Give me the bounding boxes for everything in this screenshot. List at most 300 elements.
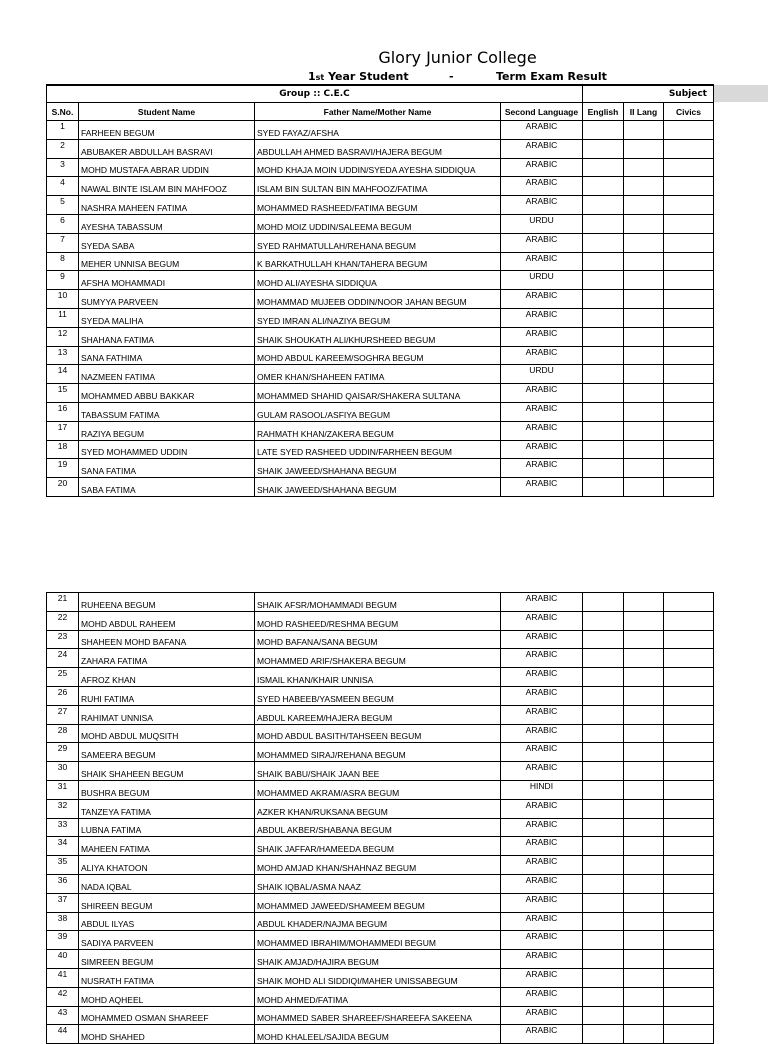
row-student-name: LUBNA FATIMA [79,818,255,837]
row-ii-lang-mark [624,440,664,459]
row-civics-mark [664,818,714,837]
table-row [47,931,714,950]
row-second-language: ARABIC [501,158,583,177]
row-ii-lang-mark [624,987,664,1006]
row-student-name: AFSHA MOHAMMADI [79,271,255,290]
row-father-name: SYED RAHMATULLAH/REHANA BEGUM [255,233,501,252]
row-english-mark [583,384,624,403]
row-father-name: MOHAMMED SIRAJ/REHANA BEGUM [255,743,501,762]
row-sno: 23 [47,630,79,649]
row-second-language: ARABIC [501,987,583,1006]
row-student-name: NAZMEEN FATIMA [79,365,255,384]
row-sno: 8 [47,252,79,271]
row-sno: 25 [47,668,79,687]
table-row [47,1006,714,1025]
table-row [47,686,714,705]
row-student-name: MAHEEN FATIMA [79,837,255,856]
year-ordinal-suffix: st [315,73,325,82]
row-student-name: BUSHRA BEGUM [79,780,255,799]
row-english-mark [583,158,624,177]
row-ii-lang-mark [624,893,664,912]
row-civics-mark [664,705,714,724]
row-english-mark [583,874,624,893]
row-sno: 44 [47,1025,79,1044]
row-sno: 17 [47,421,79,440]
row-sno: 42 [47,987,79,1006]
row-student-name: ABUBAKER ABDULLAH BASRAVI [79,139,255,158]
row-sno: 18 [47,440,79,459]
row-sno: 14 [47,365,79,384]
row-english-mark [583,1006,624,1025]
row-civics-mark [664,158,714,177]
row-father-name: ISLAM BIN SULTAN BIN MAHFOOZ/FATIMA [255,177,501,196]
row-sno: 16 [47,402,79,421]
table-row [47,478,714,497]
row-father-name: MOHAMMED SABER SHAREEF/SHAREEFA SAKEENA [255,1006,501,1025]
row-english-mark [583,893,624,912]
row-civics-mark [664,459,714,478]
year-label [308,70,409,83]
row-second-language: ARABIC [501,346,583,365]
row-sno: 43 [47,1006,79,1025]
row-second-language: ARABIC [501,705,583,724]
row-student-name: SAMEERA BEGUM [79,743,255,762]
college-title: Glory Junior College [378,48,537,67]
row-student-name: MOHD MUSTAFA ABRAR UDDIN [79,158,255,177]
row-sno: 40 [47,950,79,969]
row-student-name: AYESHA TABASSUM [79,214,255,233]
table-row [47,762,714,781]
row-sno: 7 [47,233,79,252]
table-row [47,440,714,459]
column-header-row [47,103,714,121]
row-student-name: SHAHEEN MOHD BAFANA [79,630,255,649]
row-ii-lang-mark [624,874,664,893]
row-father-name: MOHD MOIZ UDDIN/SALEEMA BEGUM [255,214,501,233]
row-second-language: ARABIC [501,196,583,215]
row-civics-mark [664,308,714,327]
row-english-mark [583,252,624,271]
table-row [47,950,714,969]
row-civics-mark [664,780,714,799]
row-civics-mark [664,912,714,931]
row-father-name: SHAIK JAFFAR/HAMEEDA BEGUM [255,837,501,856]
table-row [47,346,714,365]
table-row [47,856,714,875]
table-row [47,968,714,987]
col-father-name: Father Name/Mother Name [255,103,501,121]
table-row [47,987,714,1006]
table-row [47,365,714,384]
row-student-name: MOHAMMED ABBU BAKKAR [79,384,255,403]
table-row [47,308,714,327]
row-english-mark [583,402,624,421]
row-sno: 27 [47,705,79,724]
row-sno: 41 [47,968,79,987]
row-sno: 21 [47,593,79,612]
row-student-name: SADIYA PARVEEN [79,931,255,950]
row-second-language: HINDI [501,780,583,799]
row-civics-mark [664,1025,714,1044]
row-second-language: ARABIC [501,893,583,912]
group-label: Group :: C.E.C [47,85,583,103]
row-second-language: ARABIC [501,686,583,705]
row-father-name: MOHD ABDUL KAREEM/SOGHRA BEGUM [255,346,501,365]
row-sno: 34 [47,837,79,856]
table-row [47,121,714,140]
row-english-mark [583,743,624,762]
table-row [47,459,714,478]
row-father-name: RAHMATH KHAN/ZAKERA BEGUM [255,421,501,440]
row-father-name: MOHD AMJAD KHAN/SHAHNAZ BEGUM [255,856,501,875]
row-sno: 10 [47,290,79,309]
table-row [47,593,714,612]
row-father-name: ABDUL AKBER/SHABANA BEGUM [255,818,501,837]
row-student-name: MOHD ABDUL RAHEEM [79,611,255,630]
row-civics-mark [664,630,714,649]
table-row [47,874,714,893]
row-second-language: ARABIC [501,1006,583,1025]
col-second-language: Second Language [501,103,583,121]
row-second-language: ARABIC [501,1025,583,1044]
row-english-mark [583,593,624,612]
row-ii-lang-mark [624,1025,664,1044]
row-civics-mark [664,233,714,252]
row-ii-lang-mark [624,384,664,403]
row-civics-mark [664,177,714,196]
row-ii-lang-mark [624,121,664,140]
row-civics-mark [664,968,714,987]
table-row [47,705,714,724]
row-english-mark [583,121,624,140]
row-father-name: ABDULLAH AHMED BASRAVI/HAJERA BEGUM [255,139,501,158]
row-civics-mark [664,987,714,1006]
row-sno: 9 [47,271,79,290]
row-civics-mark [664,384,714,403]
col-english: English [583,103,624,121]
row-father-name: MOHD AHMED/FATIMA [255,987,501,1006]
row-ii-lang-mark [624,139,664,158]
row-student-name: NUSRATH FATIMA [79,968,255,987]
row-second-language: ARABIC [501,649,583,668]
table-row [47,611,714,630]
row-father-name: MOHAMMED SHAHID QAISAR/SHAKERA SULTANA [255,384,501,403]
row-student-name: ABDUL ILYAS [79,912,255,931]
row-english-mark [583,365,624,384]
row-english-mark [583,290,624,309]
row-sno: 30 [47,762,79,781]
row-ii-lang-mark [624,308,664,327]
row-english-mark [583,724,624,743]
row-student-name: MOHD SHAHED [79,1025,255,1044]
row-second-language: URDU [501,214,583,233]
row-father-name: SHAIK IQBAL/ASMA NAAZ [255,874,501,893]
row-ii-lang-mark [624,196,664,215]
row-student-name: NAWAL BINTE ISLAM BIN MAHFOOZ [79,177,255,196]
row-civics-mark [664,724,714,743]
table-row [47,402,714,421]
row-ii-lang-mark [624,1006,664,1025]
row-civics-mark [664,874,714,893]
row-english-mark [583,931,624,950]
row-english-mark [583,799,624,818]
row-student-name: RAZIYA BEGUM [79,421,255,440]
row-father-name: MOHD ALI/AYESHA SIDDIQUA [255,271,501,290]
row-second-language: ARABIC [501,874,583,893]
row-ii-lang-mark [624,968,664,987]
row-student-name: MOHAMMED OSMAN SHAREEF [79,1006,255,1025]
row-sno: 12 [47,327,79,346]
row-second-language: ARABIC [501,762,583,781]
row-father-name: MOHAMMAD MUJEEB ODDIN/NOOR JAHAN BEGUM [255,290,501,309]
row-civics-mark [664,762,714,781]
row-sno: 37 [47,893,79,912]
row-ii-lang-mark [624,327,664,346]
row-english-mark [583,440,624,459]
row-second-language: URDU [501,271,583,290]
row-ii-lang-mark [624,630,664,649]
row-student-name: SIMREEN BEGUM [79,950,255,969]
table-row [47,196,714,215]
row-ii-lang-mark [624,271,664,290]
row-english-mark [583,705,624,724]
row-civics-mark [664,421,714,440]
row-sno: 28 [47,724,79,743]
table-row [47,384,714,403]
row-father-name: ABDUL KHADER/NAJMA BEGUM [255,912,501,931]
table-row [47,233,714,252]
table-row [47,214,714,233]
row-second-language: ARABIC [501,308,583,327]
row-english-mark [583,630,624,649]
row-civics-mark [664,686,714,705]
table-row [47,421,714,440]
row-second-language: ARABIC [501,912,583,931]
row-second-language: ARABIC [501,630,583,649]
row-english-mark [583,271,624,290]
row-ii-lang-mark [624,780,664,799]
row-student-name: MOHD AQHEEL [79,987,255,1006]
row-father-name: SHAIK MOHD ALI SIDDIQI/MAHER UNISSABEGUM [255,968,501,987]
row-second-language: ARABIC [501,931,583,950]
group-header [46,84,714,103]
row-civics-mark [664,1006,714,1025]
row-ii-lang-mark [624,611,664,630]
row-english-mark [583,478,624,497]
row-civics-mark [664,799,714,818]
row-sno: 31 [47,780,79,799]
row-student-name: SYEDA MALIHA [79,308,255,327]
row-father-name: OMER KHAN/SHAHEEN FATIMA [255,365,501,384]
row-second-language: ARABIC [501,478,583,497]
table-row [47,271,714,290]
row-english-mark [583,837,624,856]
row-father-name: MOHD BAFANA/SANA BEGUM [255,630,501,649]
row-english-mark [583,327,624,346]
row-second-language: ARABIC [501,818,583,837]
row-english-mark [583,346,624,365]
row-sno: 39 [47,931,79,950]
table-row [47,724,714,743]
row-civics-mark [664,743,714,762]
row-second-language: ARABIC [501,593,583,612]
table-row [47,630,714,649]
row-ii-lang-mark [624,402,664,421]
row-ii-lang-mark [624,799,664,818]
row-student-name: MEHER UNNISA BEGUM [79,252,255,271]
row-ii-lang-mark [624,724,664,743]
row-sno: 22 [47,611,79,630]
row-civics-mark [664,931,714,950]
row-english-mark [583,856,624,875]
row-english-mark [583,611,624,630]
col-student-name: Student Name [79,103,255,121]
row-english-mark [583,649,624,668]
row-english-mark [583,950,624,969]
row-student-name: TANZEYA FATIMA [79,799,255,818]
row-father-name: SHAIK JAWEED/SHAHANA BEGUM [255,459,501,478]
row-student-name: SHAHANA FATIMA [79,327,255,346]
row-sno: 36 [47,874,79,893]
row-second-language: ARABIC [501,290,583,309]
row-sno: 15 [47,384,79,403]
row-student-name: RUHEENA BEGUM [79,593,255,612]
row-student-name: SANA FATIMA [79,459,255,478]
table-row [47,158,714,177]
row-father-name: SYED FAYAZ/AFSHA [255,121,501,140]
row-second-language: ARABIC [501,233,583,252]
row-student-name: SHAIK SHAHEEN BEGUM [79,762,255,781]
table-row [47,177,714,196]
title-dash: - [449,70,454,83]
row-ii-lang-mark [624,290,664,309]
row-father-name: SHAIK JAWEED/SHAHANA BEGUM [255,478,501,497]
table-row [47,139,714,158]
table-row [47,743,714,762]
row-ii-lang-mark [624,421,664,440]
row-sno: 26 [47,686,79,705]
row-civics-mark [664,327,714,346]
row-ii-lang-mark [624,649,664,668]
row-civics-mark [664,365,714,384]
row-second-language: ARABIC [501,743,583,762]
row-sno: 20 [47,478,79,497]
row-ii-lang-mark [624,158,664,177]
row-english-mark [583,308,624,327]
table-row [47,818,714,837]
row-sno: 32 [47,799,79,818]
row-sno: 2 [47,139,79,158]
row-ii-lang-mark [624,762,664,781]
row-english-mark [583,818,624,837]
row-civics-mark [664,649,714,668]
row-sno: 3 [47,158,79,177]
row-civics-mark [664,139,714,158]
row-father-name: SYED IMRAN ALI/NAZIYA BEGUM [255,308,501,327]
col-civics: Civics [664,103,714,121]
row-second-language: ARABIC [501,724,583,743]
row-english-mark [583,780,624,799]
row-civics-mark [664,214,714,233]
row-second-language: URDU [501,365,583,384]
row-english-mark [583,214,624,233]
row-second-language: ARABIC [501,837,583,856]
row-second-language: ARABIC [501,799,583,818]
row-ii-lang-mark [624,705,664,724]
row-student-name: NADA IQBAL [79,874,255,893]
row-father-name: ISMAIL KHAN/KHAIR UNNISA [255,668,501,687]
row-student-name: ALIYA KHATOON [79,856,255,875]
row-english-mark [583,233,624,252]
subject-header-shading [713,85,768,102]
row-student-name: SYEDA SABA [79,233,255,252]
row-second-language: ARABIC [501,402,583,421]
table-row [47,327,714,346]
row-ii-lang-mark [624,177,664,196]
col-sno: S.No. [47,103,79,121]
row-second-language: ARABIC [501,421,583,440]
row-father-name: MOHD KHALEEL/SAJIDA BEGUM [255,1025,501,1044]
row-ii-lang-mark [624,931,664,950]
row-second-language: ARABIC [501,177,583,196]
table-row [47,912,714,931]
row-civics-mark [664,856,714,875]
row-father-name: MOHAMMED ARIF/SHAKERA BEGUM [255,649,501,668]
row-ii-lang-mark [624,252,664,271]
row-english-mark [583,762,624,781]
row-civics-mark [664,271,714,290]
row-civics-mark [664,196,714,215]
row-second-language: ARABIC [501,139,583,158]
row-student-name: SANA FATHIMA [79,346,255,365]
row-ii-lang-mark [624,478,664,497]
row-father-name: SHAIK AFSR/MOHAMMADI BEGUM [255,593,501,612]
row-student-name: RUHI FATIMA [79,686,255,705]
row-english-mark [583,196,624,215]
row-english-mark [583,668,624,687]
row-civics-mark [664,611,714,630]
row-sno: 19 [47,459,79,478]
row-civics-mark [664,252,714,271]
row-father-name: MOHD ABDUL BASITH/TAHSEEN BEGUM [255,724,501,743]
col-ii-lang: II Lang [624,103,664,121]
row-english-mark [583,1025,624,1044]
term-label: Term Exam Result [496,70,607,83]
row-sno: 24 [47,649,79,668]
row-civics-mark [664,593,714,612]
row-second-language: ARABIC [501,950,583,969]
table-row [47,252,714,271]
row-second-language: ARABIC [501,384,583,403]
table-row [47,1025,714,1044]
results-table-page-1 [46,102,714,497]
year-text: Year Student [324,70,409,83]
row-sno: 11 [47,308,79,327]
row-second-language: ARABIC [501,440,583,459]
row-english-mark [583,139,624,158]
row-sno: 13 [47,346,79,365]
row-father-name: SHAIK BABU/SHAIK JAAN BEE [255,762,501,781]
row-father-name: MOHD RASHEED/RESHMA BEGUM [255,611,501,630]
row-english-mark [583,459,624,478]
row-ii-lang-mark [624,346,664,365]
row-civics-mark [664,440,714,459]
row-english-mark [583,987,624,1006]
row-student-name: SABA FATIMA [79,478,255,497]
row-civics-mark [664,121,714,140]
row-civics-mark [664,290,714,309]
table-row [47,799,714,818]
